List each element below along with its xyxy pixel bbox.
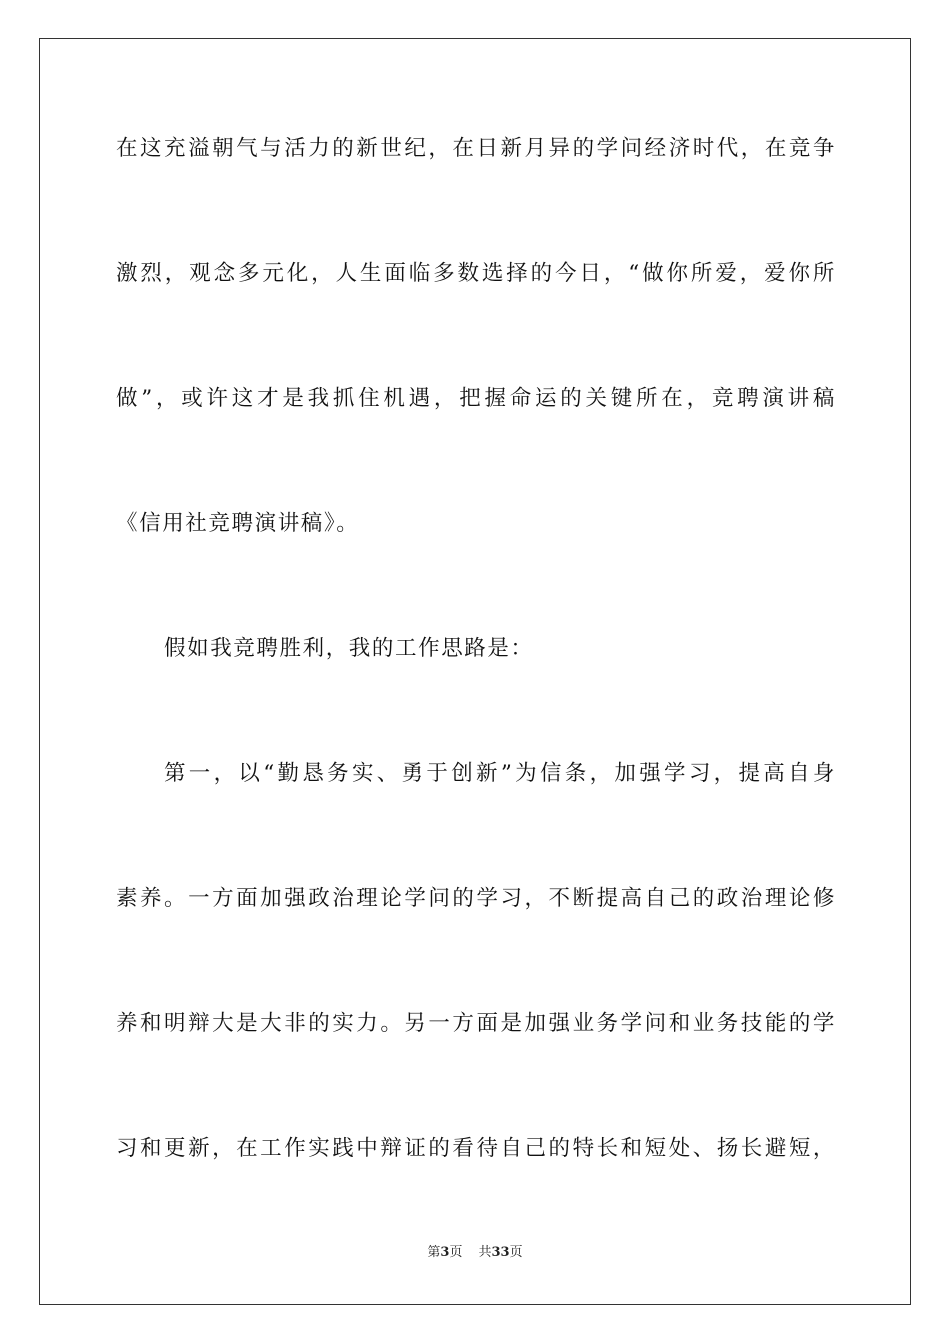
paragraph-line: 养和明辩大是大非的实力。另一方面是加强业务学问和业务技能的学: [116, 1011, 836, 1036]
paragraph-line: 做”，或许这才是我抓住机遇，把握命运的关键所在，竞聘演讲稿: [116, 386, 836, 411]
page-footer: [0, 1244, 950, 1262]
page-suffix: 页: [449, 1245, 463, 1260]
paragraph-line: 激烈，观念多元化，人生面临多数选择的今日，“做你所爱，爱你所: [116, 261, 836, 286]
page-border: [39, 38, 911, 1305]
page-number: 3: [440, 1245, 450, 1260]
total-pages: 33: [491, 1245, 510, 1260]
page-prefix: 第: [427, 1245, 441, 1260]
paragraph-line: 《信用社竞聘演讲稿》。: [116, 511, 360, 536]
paragraph-line: 素养。一方面加强政治理论学问的学习，不断提高自己的政治理论修: [116, 886, 836, 911]
paragraph-line: 假如我竞聘胜利，我的工作思路是：: [164, 636, 534, 661]
total-prefix: 共: [478, 1245, 492, 1260]
paragraph-line: 在这充溢朝气与活力的新世纪，在日新月异的学问经济时代，在竞争: [116, 136, 836, 161]
paragraph-line: 习和更新，在工作实践中辩证的看待自己的特长和短处、扬长避短，: [116, 1136, 836, 1161]
total-suffix: 页: [509, 1245, 523, 1260]
paragraph-line: 第一，以“勤恳务实、勇于创新”为信条，加强学习，提高自身: [164, 761, 836, 786]
